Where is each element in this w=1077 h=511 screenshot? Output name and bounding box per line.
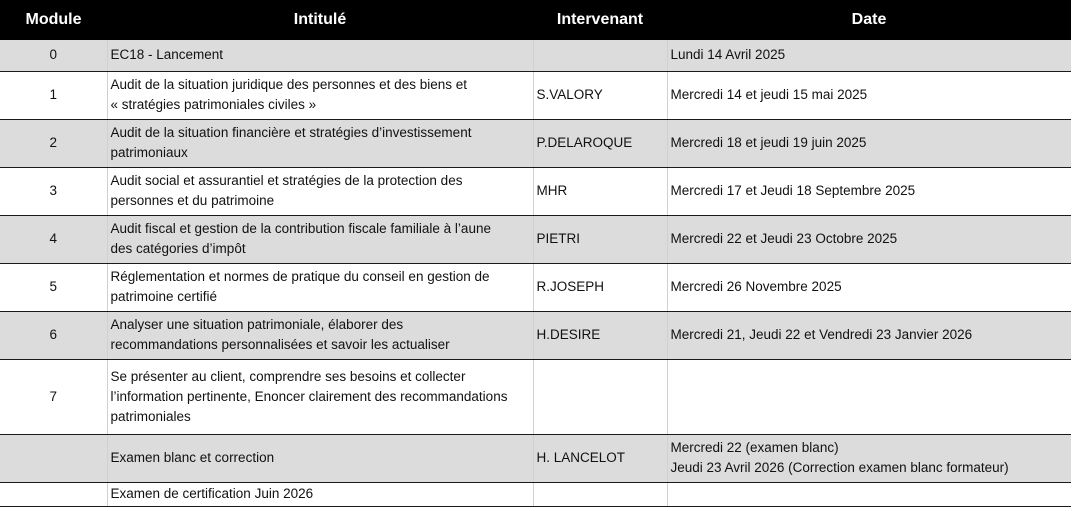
cell-intervenant: P.DELAROQUE [533,119,667,167]
cell-module: 6 [0,311,107,359]
cell-module: 2 [0,119,107,167]
table-row [0,40,1071,71]
cell-intervenant: PIETRI [533,215,667,263]
header-row [0,0,1071,40]
cell-date: Mercredi 18 et jeudi 19 juin 2025 [667,119,1071,167]
cell-intitule: Audit fiscal et gestion de la contribution fiscale familiale à l’aune des catégories d’impôt [107,215,533,263]
cell-date: Lundi 14 Avril 2025 [667,40,1071,71]
header-intervenant: Intervenant [533,0,667,40]
cell-intervenant: H.DESIRE [533,311,667,359]
table-row [0,119,1071,167]
cell-intervenant: H. LANCELOT [533,434,667,482]
cell-date: Mercredi 21, Jeudi 22 et Vendredi 23 Janvier 2026 [667,311,1071,359]
cell-module: 1 [0,71,107,119]
cell-intitule: Audit de la situation juridique des personnes et des biens et « stratégies patrimoniales civiles » [107,71,533,119]
cell-module: 0 [0,40,107,71]
cell-intervenant: R.JOSEPH [533,263,667,311]
cell-module: 5 [0,263,107,311]
cell-intervenant [533,482,667,506]
header-intitule: Intitulé [107,0,533,40]
cell-intitule: Réglementation et normes de pratique du conseil en gestion de patrimoine certifié [107,263,533,311]
table-row [0,311,1071,359]
table-row [0,434,1071,482]
cell-module [0,434,107,482]
table-row [0,71,1071,119]
cell-intitule: Analyser une situation patrimoniale, élaborer des recommandations personnalisées et savoir les actualiser [107,311,533,359]
header-module: Module [0,0,107,40]
cell-intitule: EC18 - Lancement [107,40,533,71]
cell-module: 3 [0,167,107,215]
cell-date [667,359,1071,434]
cell-intitule: Examen blanc et correction [107,434,533,482]
cell-module [0,482,107,506]
cell-intervenant [533,40,667,71]
cell-intervenant: MHR [533,167,667,215]
table-row [0,215,1071,263]
table-row [0,482,1071,506]
cell-intitule: Examen de certification Juin 2026 [107,482,533,506]
table-row [0,359,1071,434]
cell-date: Mercredi 26 Novembre 2025 [667,263,1071,311]
table-row [0,263,1071,311]
cell-intitule: Audit social et assurantiel et stratégies de la protection des personnes et du patrimoine [107,167,533,215]
table-row [0,167,1071,215]
cell-module: 4 [0,215,107,263]
cell-date: Mercredi 17 et Jeudi 18 Septembre 2025 [667,167,1071,215]
cell-intitule: Se présenter au client, comprendre ses besoins et collecter l’information pertinente, Enoncer clairement des recommandations patrimoniales [107,359,533,434]
header-date: Date [667,0,1071,40]
cell-module: 7 [0,359,107,434]
cell-intervenant [533,359,667,434]
cell-date [667,482,1071,506]
cell-date: Mercredi 22 et Jeudi 23 Octobre 2025 [667,215,1071,263]
cell-date: Mercredi 22 (examen blanc) Jeudi 23 Avril 2026 (Correction examen blanc formateur) [667,434,1071,482]
cell-date: Mercredi 14 et jeudi 15 mai 2025 [667,71,1071,119]
cell-intitule: Audit de la situation financière et stratégies d’investissement patrimoniaux [107,119,533,167]
cell-intervenant: S.VALORY [533,71,667,119]
